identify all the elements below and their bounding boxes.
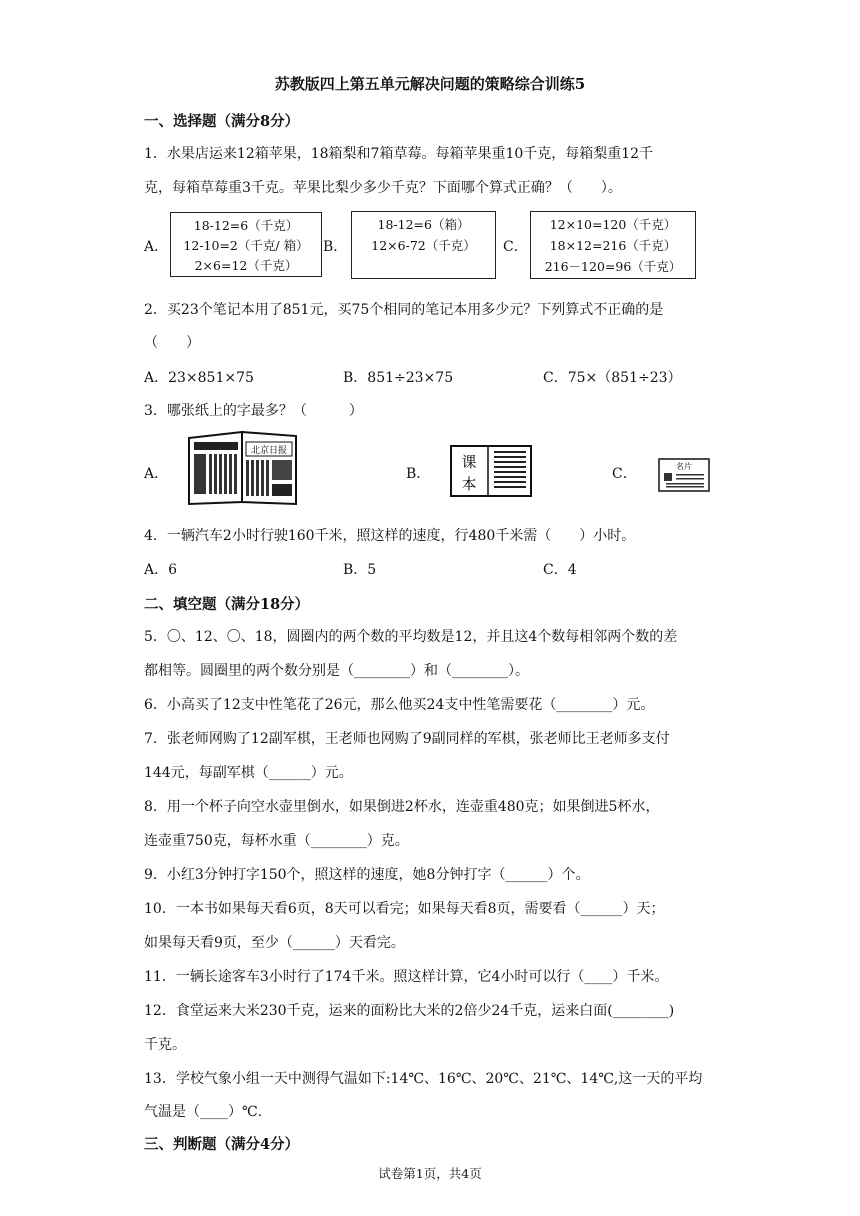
newspaper-masthead: 北京日报 xyxy=(250,446,288,456)
q1-option-b-box xyxy=(351,211,496,279)
page-footer: 试卷第1页，共4页 xyxy=(378,1166,482,1181)
textbook-char-2: 本 xyxy=(461,475,477,493)
q6-line-1: 6．小高买了12支中性笔花了26元，那么他买24支中性笔需要花（________）元。 xyxy=(144,697,655,713)
q5-line-2: 都相等。圆圈里的两个数分别是（________）和（________）。 xyxy=(144,663,529,679)
q1-line-1: 1．水果店运来12箱苹果，18箱梨和7箱草莓。每箱苹果重10千克，每箱梨重12千 xyxy=(144,146,654,162)
business-card-title: 名片 xyxy=(676,462,692,471)
q4-option-a: A．6 xyxy=(144,562,178,578)
q13-line-1: 13．学校气象小组一天中测得气温如下:14℃、16℃、20℃、21℃、14℃,这一天的平均 xyxy=(144,1071,703,1087)
q4-option-c: C．4 xyxy=(543,562,577,578)
q2-option-a: A．23×851×75 xyxy=(144,370,254,386)
q1-b-formula-2: 12×6-72（千克） xyxy=(371,238,476,253)
q1-b-formula-1: 18-12=6（箱） xyxy=(377,217,470,232)
q1-option-c-label: C． xyxy=(503,239,528,255)
q3-option-b-label: B． xyxy=(406,466,431,482)
business-card-icon xyxy=(658,458,710,492)
section-heading-choice: 一、选择题（满分8分） xyxy=(144,113,300,130)
q9-line-1: 9．小红3分钟打字150个，照这样的速度，她8分钟打字（______）个。 xyxy=(144,867,590,883)
q1-a-formula-3: 2×6=12（千克） xyxy=(194,258,298,273)
q2-line-1: 2．买23个笔记本用了851元，买75个相同的笔记本用多少元？下列算式不正确的是 xyxy=(144,302,664,318)
q1-c-formula-2: 18×12=216（千克） xyxy=(549,238,677,253)
q2-line-2: （ ） xyxy=(144,335,200,351)
q10-line-2: 如果每天看9页，至少（______）天看完。 xyxy=(144,935,405,951)
q1-c-formula-1: 12×10=120（千克） xyxy=(549,217,677,232)
q12-line-1: 12．食堂运来大米230千克，运来的面粉比大米的2倍少24千克，运来白面(________) xyxy=(144,1003,675,1019)
q4-line-1: 4．一辆汽车2小时行驶160千米，照这样的速度，行480千米需（ ）小时。 xyxy=(144,528,636,544)
q1-option-a-label: A． xyxy=(144,239,169,255)
textbook-icon xyxy=(450,445,532,497)
q8-line-2: 连壶重750克，每杯水重（________）克。 xyxy=(144,833,409,849)
q11-line-1: 11．一辆长途客车3小时行了174千米。照这样计算，它4小时可以行（____）千米。 xyxy=(144,969,669,985)
textbook-char-1: 课 xyxy=(461,453,477,471)
q1-line-2: 克，每箱草莓重3千克。苹果比梨少多少千克？下面哪个算式正确？（ ）。 xyxy=(144,180,622,196)
q2-option-b: B．851÷23×75 xyxy=(343,370,454,386)
section-heading-fill-blank: 二、填空题（满分18分） xyxy=(144,596,310,613)
q3-option-a-label: A． xyxy=(144,466,169,482)
q12-line-2: 千克。 xyxy=(144,1037,186,1053)
q5-line-1: 5．〇、12、〇、18，圆圈内的两个数的平均数是12，并且这4个数每相邻两个数的差 xyxy=(144,629,678,645)
q1-a-formula-2: 12-10=2（千克/ 箱） xyxy=(183,238,309,253)
section-heading-true-false: 三、判断题（满分4分） xyxy=(144,1136,300,1153)
q7-line-2: 144元，每副军棋（______）元。 xyxy=(144,765,353,781)
q1-option-c-box xyxy=(530,211,696,279)
q8-line-1: 8．用一个杯子向空水壶里倒水，如果倒进2杯水，连壶重480克；如果倒进5杯水， xyxy=(144,799,660,815)
q1-option-b-label: B． xyxy=(323,239,348,255)
q2-option-c: C．75×（851÷23） xyxy=(543,370,682,386)
q13-line-2: 气温是（____）℃. xyxy=(144,1104,263,1120)
page-title: 苏教版四上第五单元解决问题的策略综合训练5 xyxy=(274,75,586,93)
newspaper-icon xyxy=(186,430,300,506)
q1-option-a-box xyxy=(170,212,322,277)
q1-c-formula-3: 216－120=96（千克） xyxy=(544,259,682,274)
q7-line-1: 7．张老师网购了12副军棋，王老师也网购了9副同样的军棋，张老师比王老师多支付 xyxy=(144,731,670,747)
q1-a-formula-1: 18-12=6（千克） xyxy=(193,218,299,233)
q10-line-1: 10．一本书如果每天看6页，8天可以看完；如果每天看8页，需要看（______）天； xyxy=(144,901,665,917)
q3-option-c-label: C． xyxy=(612,466,637,482)
q3-line-1: 3．哪张纸上的字最多？（ ） xyxy=(144,403,363,419)
q4-option-b: B．5 xyxy=(343,562,377,578)
